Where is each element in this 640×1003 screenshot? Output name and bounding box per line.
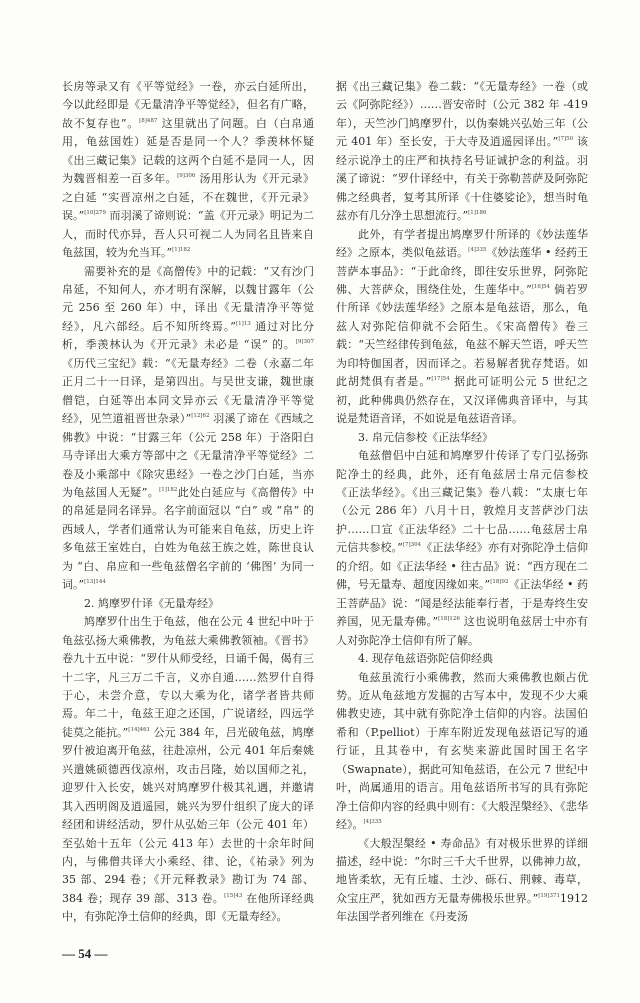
citation-marker: [17]54: [431, 376, 450, 383]
paragraph: [62, 263, 314, 595]
text-run: 据《出三藏记集》卷二载：“《无量寿经》一卷（或云《阿弥陀经》）……晋安帝时（公元 382 年 -419 年），天竺沙门鸠摩罗什，以伪秦姚兴弘始三年（公元 401 年）至长安，于大寺及逍遥园译出。”: [336, 80, 588, 149]
text-run: 倘若罗什所译《妙法莲华经》之原本是龟兹语，那么，龟兹人对弥陀信仰就不会陌生。《宋高僧传》卷三载：“天竺经律传到龟兹，龟兹不解天竺语，呼天竺为印特伽国者，因而译之。若易解者犹存梵语。如此胡梵俱有者是。”: [336, 282, 589, 389]
citation-marker: [19]371: [538, 892, 560, 899]
text-run: 需要补充的是《高僧传》中的记载：“又有沙门帛延，不知何人，亦才明有深解，以魏甘露年（公元 256 至 260 年）中，译出《无量清净平等觉经》，凡六部经。后不知所终焉。”: [62, 264, 314, 333]
paragraph: [336, 669, 588, 835]
citation-marker: [7]304: [402, 542, 422, 549]
citation-marker: [14]461: [128, 726, 151, 733]
text-run: 《历代三宝纪》载：“《无量寿经》二卷（永嘉二年正月二十一日译，是第四出。与吴世支谦，魏世康僧铠，白延等出本同文异亦云《无量清净平等觉经》，见竺道祖晋世杂录）”: [62, 356, 314, 426]
paragraph: [336, 447, 588, 650]
citation-marker: [15]43: [224, 892, 243, 899]
text-run: 此处白延应与《高僧传》中的帛延是同名译异。名字前面冠以 “白” 或 “帛” 的西域人，学者们通常认为可能来自龟兹，历史上许多龟兹王室姓白，白姓为龟兹王族之姓，陈世良认为 “白、帛应和一些龟兹僧名字前的 ‘佛图’ 为同一词。”: [62, 485, 315, 592]
text-run: 《正法华经》亦有对弥陀净土信仰的介绍。如《正法华经 • 往古品》说：“西方现在二佛，号无量寿、超度因缘如来。”: [336, 541, 589, 592]
citation-marker: [8]487: [139, 117, 158, 124]
page-number: — 54 —: [62, 945, 108, 961]
citation-marker: [13]144: [84, 579, 106, 586]
text-run: 这里就出了问题。白（白帛通用，龟兹国姓）延是否是同一个人？季羡林怀疑《出三藏记集》记载的这两个白延不是同一人，因为魏晋相差一百多年。: [62, 116, 314, 186]
text-run: 通过对比分析，季羡林认为《开元录》未必是 “误” 的。: [62, 319, 315, 352]
text-run: 这也说明龟兹居士中亦有人对弥陀净土信仰有所了解。: [336, 615, 589, 647]
text-run: 3. 帛元信参校《正法华经》: [358, 430, 493, 444]
section-heading: [62, 595, 314, 613]
text-run: 此外，有学者提出鸠摩罗什所译的《妙法莲华经》之原本，类似龟兹语。: [336, 227, 588, 260]
citation-marker: [1]182: [159, 486, 178, 493]
text-run: 4. 现存龟兹语弥陀信仰经典: [358, 652, 493, 666]
text-run: 而羽溪了谛则说：“盖《开元录》明记为二人，而时代亦异，吾人只可视二人为同名且皆来自龟兹国，较为允当耳。”: [62, 209, 314, 260]
text-run: 长房等录又有《平等觉经》一卷，亦云白延所出，今以此经即是《无量清净平等觉经》，但名有广略，故不复存也”。: [62, 80, 314, 130]
citation-marker: [1]182: [172, 247, 191, 254]
citation-marker: [4]335: [363, 819, 382, 826]
citation-marker: [18]92: [490, 579, 509, 586]
citation-marker: [1]13: [235, 320, 251, 327]
text-run: 鸠摩罗什出生于龟兹，他在公元 4 世纪中叶于龟兹弘扬大乘佛教，为龟兹大乘佛教领袖。《晋书》卷九十五中说：“罗什从师受经，日诵千偈，偈有三十二字，凡三万二千言，义亦自通……然罗什自得于心，未尝介意，专以大乘为化，诸学者皆共师焉。年二十，龟兹王迎之还国，广说诸经，四远学徒莫之能抗。”: [62, 615, 314, 739]
text-run: 汤用彤认为《开元录》之白延 “实晋凉州之白延，不在魏世，《开元录》误。”: [62, 172, 315, 223]
text-run: 《大般涅槃经 • 寿命品》有对极乐世界的详细描述，经中说：“尔时三千大千世界，以佛神力故，地皆柔软，无有丘墟、土沙、砾石、荆棘、毒草，众宝庄严，犹如西方无量寿佛极乐世界。”: [336, 836, 588, 905]
text-run: 1912 年法国学者列维在《丹麦汤: [336, 891, 588, 924]
citation-marker: [10]279: [84, 210, 107, 217]
text-run: 据此可证明公元 5 世纪之初，此种佛典仍然存在，又汉译佛典音译中，与其说是梵语音译，不如说是龟兹语音译。: [336, 375, 588, 426]
text-run: 羽溪了谛在《西域之佛教》中说：“甘露三年（公元 258 年）于洛阳白马寺译出大乘方等部中之《无量清净平等觉经》二卷及小乘部中《除灾患经》一卷之沙门白延，当亦为龟兹国人无疑”。: [62, 412, 315, 499]
citation-marker: [9]306: [177, 173, 196, 180]
paragraph: [62, 78, 314, 263]
text-run: 《正法华经 • 药王菩萨品》说：“闻是经法能奉行者，于是寿终生安养国，见无量寿佛。”: [336, 578, 588, 629]
citation-marker: [12]62: [191, 413, 210, 420]
paragraph: [336, 835, 588, 927]
text-run: 公元 384 年，吕光破龟兹，鸠摩罗什被迫离开龟兹，往赴凉州，公元 401 年后秦姚兴遣姚硕德西伐凉州，攻击吕隆，始以国师之礼，迎罗什入长安，姚兴对鸠摩罗什极其礼遇，并邀请其入西明阁及逍遥园，姚兴为罗什组织了庞大的译经团和讲经活动，罗什从弘始三年（公元 401 年）至弘始十五年（公元 413 年）去世的十余年时间内，与佛僧共译大小乘经、律、论，《祐录》列为 35 部、294 卷；《开元释教录》勘订为 74 部、384 卷；现存 39 部、313 卷。: [62, 725, 314, 905]
citation-marker: [4]335: [468, 247, 487, 254]
section-heading: [336, 429, 588, 447]
left-text-column: [62, 78, 314, 927]
text-run: 该经示说净土的庄严和执持名号证诚护念的利益。羽溪了谛说：“罗什译经中，有关于弥勒菩萨及阿弥陀佛之经典者，复考其所译《十住婆娑论》，想当时龟兹亦有几分净土思想流行。”: [336, 135, 588, 223]
citation-marker: [18]126: [438, 616, 460, 623]
text-run: 《妙法莲华 • 经药王菩萨本事品》：“于此命终，即往安乐世界，阿弥陀佛、大菩萨众，围绕住处，生莲华中。”: [336, 246, 589, 296]
paragraph: [336, 226, 588, 429]
citation-marker: [16]54: [531, 283, 550, 290]
paragraph: [62, 613, 314, 927]
right-text-column: [336, 78, 588, 927]
text-run: 龟兹僧侣中白延和鸠摩罗什传译了专门弘扬弥陀净土的经典，此外，还有龟兹居士帛元信参校《正法华经》。《出三藏记集》卷八载：“太康七年（公元 286 年）八月十日，敦煌月支菩萨沙门法护……口宣《正法华经》二十七品……龟兹居士帛元信共参校。”: [336, 449, 588, 555]
citation-marker: [7]50: [558, 136, 574, 143]
paragraph: [336, 78, 588, 226]
text-run: 龟兹虽流行小乘佛教，然而大乘佛教也颇占优势。近从龟兹地方发掘的古写本中，发现不少大乘佛教史迹，其中就有弥陀净土信仰的内容。法国伯希和（P.pelliot）于库车附近发现龟兹语记写的通行证，且其卷中，有玄奘来游此国时国王名字（Swapnate），据此可知龟兹语，在公元 7 世纪中叶，尚属通用的语言。用龟兹语所书写的具有弥陀净土信仰内容的经典中则有：《大般涅槃经》、《悲华经》。: [336, 670, 588, 832]
text-run: 2. 鸠摩罗什译《无量寿经》: [84, 596, 219, 610]
section-heading: [336, 650, 588, 668]
citation-marker: [9]307: [295, 339, 314, 346]
citation-marker: [1]186: [468, 210, 487, 217]
text-run: 在他所译经典中，有弥陀净土信仰的经典，即《无量寿经》。: [62, 891, 314, 924]
text-columns: [62, 78, 588, 927]
